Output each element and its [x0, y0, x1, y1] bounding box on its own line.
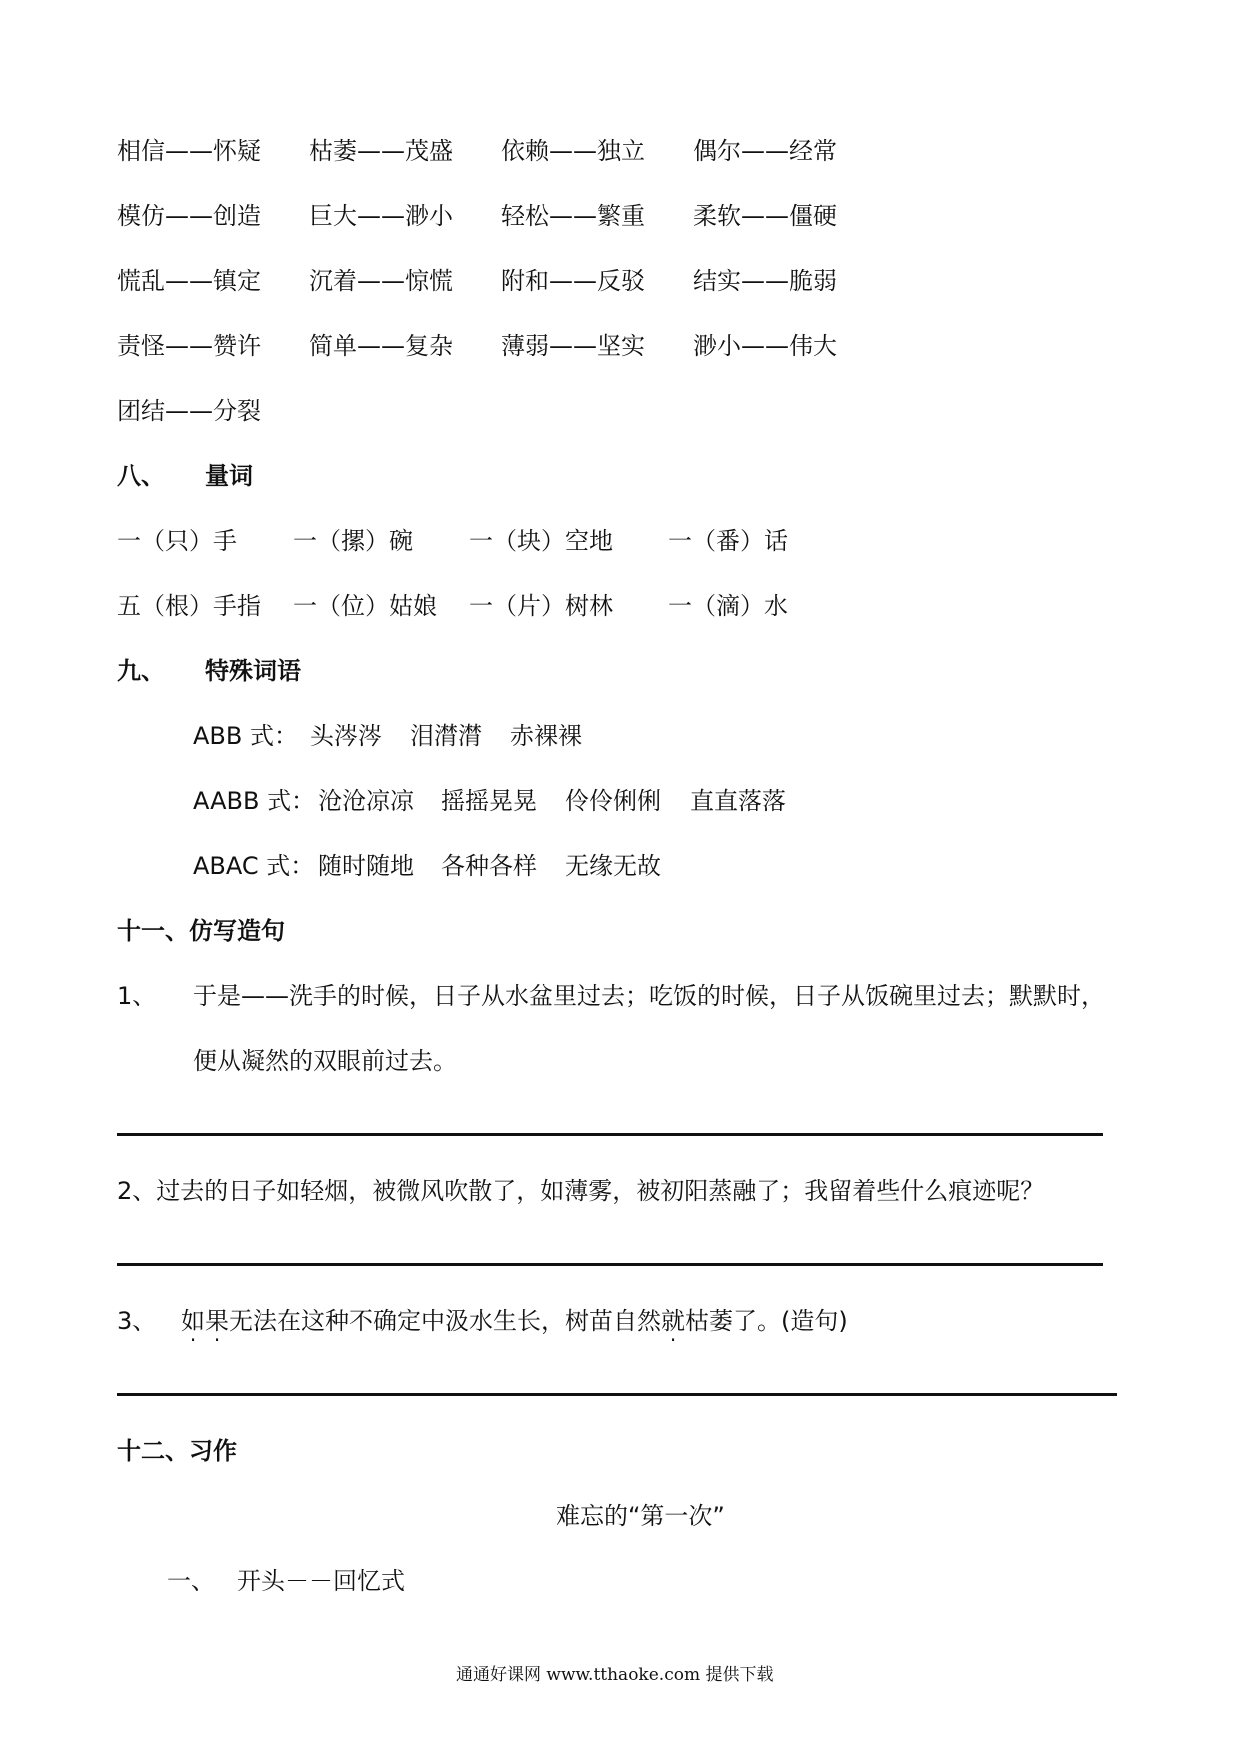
measure-word-item: 一（只）手 — [117, 527, 237, 555]
antonym-pair: 模仿——创造 — [117, 202, 261, 230]
subsection-number: 一、 — [167, 1567, 215, 1595]
antonym-pair: 渺小——伟大 — [693, 332, 837, 360]
exercise-text: 2、过去的日子如轻烟，被微风吹散了，如薄雾，被初阳蒸融了；我留着些什么痕迹呢？ — [117, 1177, 1045, 1205]
pattern-word: 随时随地 — [318, 852, 414, 880]
section-number: 九、 — [117, 657, 165, 685]
antonym-pair: 慌乱——镇定 — [117, 267, 261, 295]
measure-word-item: 一（摞）碗 — [293, 527, 413, 555]
antonym-pair: 附和——反驳 — [501, 267, 645, 295]
exercise-number: 1、 — [117, 982, 157, 1010]
exercise-text: 于是——洗手的时候，日子从水盆里过去；吃饭的时候，日子从饭碗里过去；默默时， — [193, 982, 1105, 1010]
exercise-number: 3、 — [117, 1307, 157, 1335]
pattern-word: 直直落落 — [690, 787, 786, 815]
emphasis-char: 就 — [661, 1307, 685, 1335]
answer-line[interactable] — [117, 1133, 1103, 1136]
section-number: 八、 — [117, 462, 165, 490]
section-title: 十一、仿写造句 — [117, 917, 285, 945]
antonym-pair: 相信——怀疑 — [117, 137, 261, 165]
pattern-word: 泪潸潸 — [410, 722, 482, 750]
antonym-pair: 简单——复杂 — [309, 332, 453, 360]
measure-word-item: 一（番）话 — [668, 527, 788, 555]
antonym-pair: 沉着——惊慌 — [309, 267, 453, 295]
measure-word-item: 五（根）手指 — [117, 592, 261, 620]
antonym-pair: 结实——脆弱 — [693, 267, 837, 295]
pattern-word: 无缘无故 — [565, 852, 661, 880]
antonym-pair: 责怪——赞许 — [117, 332, 261, 360]
emphasis-char: 如 — [181, 1307, 205, 1335]
section-title: 特殊词语 — [205, 657, 301, 685]
pattern-word: 伶伶俐俐 — [565, 787, 661, 815]
exercise-text-end: 枯萎了。(造句) — [685, 1307, 848, 1335]
pattern-word: 沧沧凉凉 — [318, 787, 414, 815]
subsection-text: 开头－－回忆式 — [237, 1567, 405, 1595]
pattern-label: AABB 式： — [193, 787, 316, 815]
measure-word-item: 一（块）空地 — [469, 527, 613, 555]
essay-title: 难忘的“第一次” — [556, 1502, 725, 1530]
pattern-word: 赤裸裸 — [510, 722, 582, 750]
antonym-pair: 薄弱——坚实 — [501, 332, 645, 360]
pattern-word: 头涔涔 — [310, 722, 382, 750]
antonym-pair: 团结——分裂 — [117, 397, 261, 425]
antonym-pair: 依赖——独立 — [501, 137, 645, 165]
answer-line[interactable] — [117, 1393, 1117, 1396]
pattern-label: ABAC 式： — [193, 852, 315, 880]
measure-word-item: 一（位）姑娘 — [293, 592, 437, 620]
section-title: 十二、习作 — [117, 1437, 237, 1465]
answer-line[interactable] — [117, 1263, 1103, 1266]
measure-word-item: 一（滴）水 — [668, 592, 788, 620]
emphasis-char: 果 — [205, 1307, 229, 1335]
pattern-word: 摇摇晃晃 — [441, 787, 537, 815]
pattern-label: ABB 式： — [193, 722, 298, 750]
exercise-text-mid: 无法在这种不确定中汲水生长，树苗自然 — [229, 1307, 661, 1335]
measure-word-item: 一（片）树林 — [469, 592, 613, 620]
page-footer: 通通好课网 www.tthaoke.com 提供下载 — [456, 1665, 774, 1685]
exercise-text: 便从凝然的双眼前过去。 — [193, 1047, 457, 1075]
section-title: 量词 — [205, 462, 253, 490]
antonym-pair: 巨大——渺小 — [309, 202, 453, 230]
pattern-word: 各种各样 — [441, 852, 537, 880]
antonym-pair: 轻松——繁重 — [501, 202, 645, 230]
antonym-pair: 枯萎——茂盛 — [309, 137, 453, 165]
antonym-pair: 偶尔——经常 — [693, 137, 837, 165]
antonym-pair: 柔软——僵硬 — [693, 202, 837, 230]
exercise-text — [181, 1306, 848, 1336]
